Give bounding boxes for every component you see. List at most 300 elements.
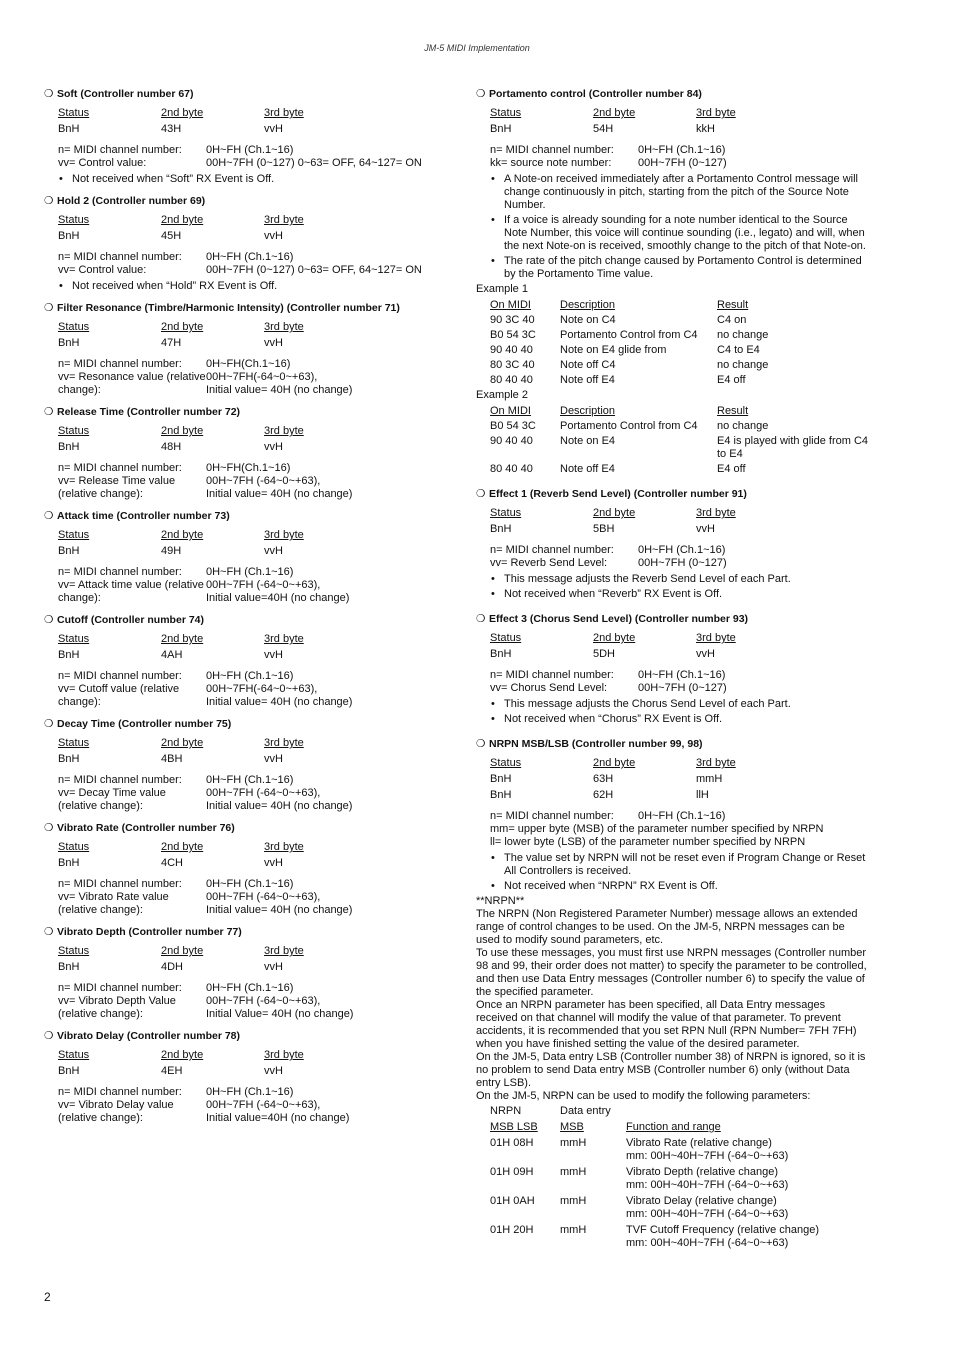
byte-cell: BnH xyxy=(58,857,80,869)
definitions xyxy=(58,566,444,605)
controller-section xyxy=(476,738,868,1250)
page-number: 2 xyxy=(44,1290,51,1304)
definitions xyxy=(58,144,444,170)
example-cell: E4 is played with glide from C4 to E4 xyxy=(717,435,869,460)
column-header: Status xyxy=(58,945,90,957)
example-label: Example 2 xyxy=(476,389,528,401)
example-row xyxy=(490,359,868,372)
circle-bullet-icon: ❍ xyxy=(476,488,486,500)
controller-section xyxy=(44,822,444,917)
circle-bullet-icon: ❍ xyxy=(44,718,54,730)
nrpn-param-row xyxy=(490,1166,868,1192)
column-header: Status xyxy=(58,214,90,226)
definitions xyxy=(58,774,444,813)
byte-cell: 49H xyxy=(161,545,182,557)
controller-section xyxy=(44,88,444,186)
column-header: 2nd byte xyxy=(161,633,204,645)
byte-cell: vvH xyxy=(264,441,283,453)
example-cell: no change xyxy=(717,359,769,371)
definition-value: 0H~FH (Ch.1~16) xyxy=(206,566,294,578)
definition-row xyxy=(58,371,444,397)
definition-value: 00H~7FH (-64~0~+63), Initial value= 40H (no change) xyxy=(206,787,353,812)
definitions xyxy=(490,144,868,170)
definition-row xyxy=(58,774,444,787)
note-item: • A Note-on received immediately after a Portamento Control message will change continuously in pitch, starting from the pitch of the Source Note Number. xyxy=(490,173,868,212)
definition-value: 0H~FH (Ch.1~16) xyxy=(206,251,294,263)
example-cell: Portamento Control from C4 xyxy=(560,329,698,341)
definition-row xyxy=(490,157,868,170)
section-title xyxy=(44,88,444,101)
definitions xyxy=(58,670,444,709)
definition-row xyxy=(58,144,444,157)
byte-cell: vvH xyxy=(264,1065,283,1077)
circle-bullet-icon: ❍ xyxy=(44,822,54,834)
column-header: 3rd byte xyxy=(264,107,304,119)
byte-table xyxy=(58,321,444,350)
definition-row xyxy=(58,982,444,995)
definition-term: vv= Chorus Send Level: xyxy=(490,682,608,694)
definition-term: vv= Control value: xyxy=(58,157,147,169)
section-title xyxy=(44,510,444,523)
section-title-text: Attack time (Controller number 73) xyxy=(57,510,230,522)
column-header: 3rd byte xyxy=(264,529,304,541)
definition-value: 00H~7FH (-64~0~+63), Initial value=40H (no change) xyxy=(206,1099,350,1124)
byte-cell: 4CH xyxy=(161,857,184,869)
definition-term: vv= Release Time value (relative change): xyxy=(58,475,176,500)
notes-list xyxy=(58,173,444,186)
nrpn-param-row xyxy=(490,1137,868,1163)
controller-section xyxy=(476,488,868,601)
definitions xyxy=(490,669,868,695)
definition-row xyxy=(58,264,444,277)
byte-cell: BnH xyxy=(490,648,512,660)
definition-value: 00H~7FH (-64~0~+63), Initial value= 40H (no change) xyxy=(206,475,353,500)
section-title-text: Portamento control (Controller number 84) xyxy=(489,88,702,100)
definition-value: 0H~FH (Ch.1~16) xyxy=(638,669,726,681)
column-header: Status xyxy=(58,321,90,333)
byte-table xyxy=(58,841,444,870)
controller-section xyxy=(44,406,444,501)
definition-value: 00H~7FH (0~127) xyxy=(638,157,727,169)
definition-term: n= MIDI channel number: xyxy=(58,1086,182,1098)
controller-section xyxy=(44,510,444,605)
column-header: 3rd byte xyxy=(696,632,736,644)
example-cell: Note on E4 glide from xyxy=(560,344,667,356)
column-header: Function and range xyxy=(626,1121,721,1133)
example-row xyxy=(490,344,868,357)
nrpn-param-header xyxy=(490,1121,868,1134)
example-row xyxy=(490,329,868,342)
controller-section xyxy=(44,614,444,709)
column-header: Status xyxy=(58,425,90,437)
byte-table-row xyxy=(58,545,444,558)
column-header: 2nd byte xyxy=(161,841,204,853)
byte-table-row xyxy=(58,857,444,870)
column-header: Status xyxy=(490,632,522,644)
column-header: Status xyxy=(490,107,522,119)
example-cell: Note on C4 xyxy=(560,314,616,326)
controller-section xyxy=(44,302,444,397)
definition-value: 00H~7FH (0~127) 0~63= OFF, 64~127= ON xyxy=(206,264,422,276)
definition-term: kk= source note number: xyxy=(490,157,612,169)
definition-row xyxy=(58,891,444,917)
definition-value: 0H~FH(Ch.1~16) xyxy=(206,462,291,474)
byte-cell: BnH xyxy=(58,649,80,661)
column-header: Status xyxy=(58,841,90,853)
note-item: • The value set by NRPN will not be reset even if Program Change or Reset All Controllers is received. xyxy=(490,852,868,878)
page-header: JM-5 MIDI Implementation xyxy=(424,43,530,53)
circle-bullet-icon: ❍ xyxy=(476,613,486,625)
note-item: • If a voice is already sounding for a note number identical to the Source Note Number, this voice will continue sounding (i.e., legato) and will, when the next Note-on is received, smoothly change to the pitch of that Note-on. xyxy=(490,214,868,253)
definition-value: 0H~FH (Ch.1~16) xyxy=(206,1086,294,1098)
definition-value: 00H~7FH(-64~0~+63), Initial value= 40H (no change) xyxy=(206,683,353,708)
definition-term: vv= Cutoff value (relative change): xyxy=(58,683,180,708)
definition-value: 0H~FH (Ch.1~16) xyxy=(206,982,294,994)
nrpn-group-header xyxy=(490,1105,868,1118)
nrpn-paragraph: **NRPN** xyxy=(476,895,525,907)
byte-cell: vvH xyxy=(264,230,283,242)
definition-value: 00H~7FH (0~127) xyxy=(638,557,727,569)
notes-list xyxy=(490,698,868,726)
column-header: Description xyxy=(560,299,616,311)
byte-cell: kkH xyxy=(696,123,715,135)
section-title xyxy=(44,1030,444,1043)
byte-table-row xyxy=(58,123,444,136)
column-header: 2nd byte xyxy=(161,1049,204,1061)
byte-cell: vvH xyxy=(696,648,715,660)
definition-row xyxy=(58,475,444,501)
byte-table xyxy=(58,425,444,454)
controller-section xyxy=(476,88,868,476)
byte-table-row xyxy=(490,523,868,536)
group-header: NRPN xyxy=(490,1105,522,1117)
definition-value: 0H~FH (Ch.1~16) xyxy=(638,810,726,822)
byte-table-header xyxy=(58,945,444,958)
example-header xyxy=(490,299,868,312)
column-header: Status xyxy=(58,1049,90,1061)
param-cell: Vibrato Depth (relative change) mm: 00H~40H~7FH (-64~0~+63) xyxy=(626,1166,789,1191)
section-title-text: Cutoff (Controller number 74) xyxy=(57,614,204,626)
byte-table-row xyxy=(490,648,868,661)
column-header: Result xyxy=(717,405,749,417)
example-row xyxy=(490,463,868,476)
note-item: • Not received when “Soft” RX Event is Off. xyxy=(58,173,444,186)
column-header: 3rd byte xyxy=(696,507,736,519)
byte-table-header xyxy=(490,507,868,520)
section-title-text: Soft (Controller number 67) xyxy=(57,88,194,100)
definition-value: 0H~FH (Ch.1~16) xyxy=(206,670,294,682)
notes-list xyxy=(58,280,444,293)
section-title xyxy=(44,406,444,419)
byte-table-header xyxy=(490,757,868,770)
section-title xyxy=(476,738,868,751)
note-item: • Not received when “NRPN” RX Event is Off. xyxy=(490,880,868,893)
example-cell: B0 54 3C xyxy=(490,420,536,432)
definitions xyxy=(58,982,444,1021)
param-cell: 01H 09H xyxy=(490,1166,534,1178)
group-header: Data entry xyxy=(560,1105,611,1117)
byte-cell: vvH xyxy=(696,523,715,535)
column-header: 2nd byte xyxy=(593,757,636,769)
circle-bullet-icon: ❍ xyxy=(44,195,54,207)
nrpn-paragraph: Once an NRPN parameter has been specified, all Data Entry messages received on that channel will modify the value of that parameter. To prevent accidents, it is recommended that you set RPN Null (RPN Number= 7FH 7FH) when you have finished setting the value of the desired parameter. xyxy=(476,999,857,1050)
param-cell: 01H 0AH xyxy=(490,1195,535,1207)
byte-table xyxy=(58,633,444,662)
circle-bullet-icon: ❍ xyxy=(44,926,54,938)
section-title-text: Release Time (Controller number 72) xyxy=(57,406,241,418)
byte-table xyxy=(58,529,444,558)
definition-value: 00H~7FH (-64~0~+63), Initial value=40H (no change) xyxy=(206,579,350,604)
byte-cell: BnH xyxy=(58,337,80,349)
byte-table xyxy=(490,507,868,536)
byte-cell: 5DH xyxy=(593,648,616,660)
byte-cell: vvH xyxy=(264,337,283,349)
circle-bullet-icon: ❍ xyxy=(476,88,486,100)
example-cell: no change xyxy=(717,329,769,341)
param-cell: TVF Cutoff Frequency (relative change) mm: 00H~40H~7FH (-64~0~+63) xyxy=(626,1224,819,1249)
byte-table-row xyxy=(490,773,868,786)
byte-table-header xyxy=(58,107,444,120)
definition-row xyxy=(58,358,444,371)
definition-row xyxy=(58,787,444,813)
example-cell: 90 3C 40 xyxy=(490,314,535,326)
definitions xyxy=(58,878,444,917)
definition-row xyxy=(58,995,444,1021)
definition-term: vv= Vibrato Depth Value (relative change): xyxy=(58,995,176,1020)
column-header: Status xyxy=(490,757,522,769)
example-row xyxy=(490,435,868,461)
section-title-text: Effect 3 (Chorus Send Level) (Controller number 93) xyxy=(489,613,749,625)
definition-row xyxy=(490,682,868,695)
byte-table xyxy=(58,214,444,243)
definition-term: n= MIDI channel number: xyxy=(490,810,614,822)
example-cell: Note off E4 xyxy=(560,374,615,386)
definition-term: n= MIDI channel number: xyxy=(58,878,182,890)
definition-term: vv= Resonance value (relative change): xyxy=(58,371,206,396)
definition-row xyxy=(490,544,868,557)
definition-value: 0H~FH (Ch.1~16) xyxy=(206,774,294,786)
column-header: MSB LSB xyxy=(490,1121,538,1133)
definition-term: vv= Vibrato Rate value (relative change): xyxy=(58,891,169,916)
byte-cell: BnH xyxy=(490,123,512,135)
definition-row xyxy=(490,669,868,682)
definition-term: n= MIDI channel number: xyxy=(490,144,614,156)
byte-cell: BnH xyxy=(58,123,80,135)
notes-list xyxy=(490,852,868,893)
byte-cell: BnH xyxy=(58,230,80,242)
example-table xyxy=(490,299,868,387)
section-title xyxy=(44,822,444,835)
example-label: Example 1 xyxy=(476,283,528,295)
column-header: Result xyxy=(717,299,749,311)
column-header: 2nd byte xyxy=(593,507,636,519)
section-title xyxy=(476,488,868,501)
column-header: 3rd byte xyxy=(264,1049,304,1061)
circle-bullet-icon: ❍ xyxy=(44,614,54,626)
section-title xyxy=(476,88,868,101)
note-item: • Not received when “Chorus” RX Event is Off. xyxy=(490,713,868,726)
definition-value: 0H~FH (Ch.1~16) xyxy=(206,878,294,890)
example-cell: C4 to E4 xyxy=(717,344,760,356)
circle-bullet-icon: ❍ xyxy=(44,510,54,522)
column-header: Status xyxy=(58,107,90,119)
column-header: Status xyxy=(58,633,90,645)
column-header: Status xyxy=(58,529,90,541)
byte-table-header xyxy=(58,214,444,227)
section-title xyxy=(44,614,444,627)
circle-bullet-icon: ❍ xyxy=(44,406,54,418)
section-title-text: Vibrato Delay (Controller number 78) xyxy=(57,1030,241,1042)
byte-table-row xyxy=(58,649,444,662)
example-row xyxy=(490,314,868,327)
column-header: 3rd byte xyxy=(264,425,304,437)
definition-value: 0H~FH(Ch.1~16) xyxy=(206,358,291,370)
note-item: • This message adjusts the Chorus Send Level of each Part. xyxy=(490,698,868,711)
param-cell: mmH xyxy=(560,1224,587,1236)
example-cell: 90 40 40 xyxy=(490,435,533,447)
definition-row xyxy=(58,1086,444,1099)
byte-table xyxy=(58,107,444,136)
column-header: 2nd byte xyxy=(161,425,204,437)
example-cell: 90 40 40 xyxy=(490,344,533,356)
param-cell: 01H 08H xyxy=(490,1137,534,1149)
controller-section xyxy=(476,613,868,726)
definitions xyxy=(490,544,868,570)
byte-table-header xyxy=(490,632,868,645)
definition-term: n= MIDI channel number: xyxy=(58,774,182,786)
byte-cell: BnH xyxy=(490,773,512,785)
byte-table xyxy=(490,107,868,136)
controller-section xyxy=(44,195,444,293)
param-cell: 01H 20H xyxy=(490,1224,534,1236)
definition-value: 00H~7FH (-64~0~+63), Initial Value= 40H (no change) xyxy=(206,995,354,1020)
column-header: On MIDI xyxy=(490,299,531,311)
definition-row xyxy=(58,157,444,170)
nrpn-paragraph: The NRPN (Non Registered Parameter Number) message allows an extended range of control changes to be used. On the JM-5, NRPN messages can be used to modify sound parameters, etc. xyxy=(476,908,858,946)
section-title xyxy=(476,613,868,626)
note-item: • The rate of the pitch change caused by Portamento Control is determined by the Portamento Time value. xyxy=(490,255,868,281)
definition-term: vv= Attack time value (relative change): xyxy=(58,579,204,604)
nrpn-paragraph: On the JM-5, Data entry LSB (Controller number 38) of NRPN is ignored, so it is no problem to send Data entry MSB (Controller number 6) only (without Data entry LSB). xyxy=(476,1051,866,1089)
section-title xyxy=(44,926,444,939)
byte-cell: mmH xyxy=(696,773,723,785)
byte-table-row xyxy=(58,230,444,243)
column-header: 2nd byte xyxy=(161,214,204,226)
note-item: • Not received when “Reverb” RX Event is Off. xyxy=(490,588,868,601)
byte-table xyxy=(490,632,868,661)
byte-cell: 4AH xyxy=(161,649,183,661)
param-cell: mmH xyxy=(560,1166,587,1178)
definition-row xyxy=(58,462,444,475)
byte-table-header xyxy=(58,321,444,334)
definition-term: n= MIDI channel number: xyxy=(58,358,182,370)
definition-row xyxy=(58,566,444,579)
column-header: 2nd byte xyxy=(593,632,636,644)
example-table xyxy=(490,405,868,476)
column-header: 2nd byte xyxy=(161,321,204,333)
byte-table xyxy=(58,1049,444,1078)
section-title-text: Filter Resonance (Timbre/Harmonic Intensity) (Controller number 71) xyxy=(57,302,400,314)
byte-cell: 4DH xyxy=(161,961,184,973)
definition-row xyxy=(58,878,444,891)
example-cell: 80 40 40 xyxy=(490,374,533,386)
nrpn-paragraph: On the JM-5, NRPN can be used to modify the following parameters: xyxy=(476,1090,811,1102)
byte-table-header xyxy=(58,737,444,750)
definition-row xyxy=(58,579,444,605)
example-row xyxy=(490,420,868,433)
notes-list xyxy=(490,573,868,601)
right-column xyxy=(476,88,868,1259)
byte-cell: BnH xyxy=(58,753,80,765)
byte-cell: 63H xyxy=(593,773,614,785)
column-header: 2nd byte xyxy=(161,529,204,541)
byte-cell: vvH xyxy=(264,857,283,869)
example-header xyxy=(490,405,868,418)
controller-section xyxy=(44,1030,444,1125)
definitions xyxy=(58,358,444,397)
definition-row xyxy=(58,251,444,264)
definition-value: 00H~7FH(-64~0~+63), Initial value= 40H (no change) xyxy=(206,371,353,396)
byte-cell: 43H xyxy=(161,123,182,135)
column-header: 2nd byte xyxy=(593,107,636,119)
byte-table-header xyxy=(490,107,868,120)
example-cell: 80 40 40 xyxy=(490,463,533,475)
byte-cell: vvH xyxy=(264,545,283,557)
definition-value: 00H~7FH (0~127) xyxy=(638,682,727,694)
byte-table-row xyxy=(490,789,868,802)
example-cell: B0 54 3C xyxy=(490,329,536,341)
definition-term: n= MIDI channel number: xyxy=(490,669,614,681)
byte-table xyxy=(490,757,868,802)
left-column xyxy=(44,88,444,1134)
definition-line: mm= upper byte (MSB) of the parameter number specified by NRPN xyxy=(490,823,824,835)
definition-row xyxy=(490,810,868,823)
param-cell: Vibrato Rate (relative change) mm: 00H~40H~7FH (-64~0~+63) xyxy=(626,1137,789,1162)
param-cell: mmH xyxy=(560,1137,587,1149)
column-header: 3rd byte xyxy=(696,757,736,769)
example-cell: E4 off xyxy=(717,374,746,386)
section-title xyxy=(44,195,444,208)
byte-cell: 4BH xyxy=(161,753,183,765)
nrpn-paragraph: To use these messages, you must first use NRPN messages (Controller number 98 and 99, their order does not matter) to specify the parameter to be controlled, and then use Data Entry messages (Controller number 6) to specify the value of the specified parameter. xyxy=(476,947,867,998)
column-header: 2nd byte xyxy=(161,107,204,119)
column-header: 3rd byte xyxy=(264,945,304,957)
column-header: Status xyxy=(490,507,522,519)
definition-row xyxy=(490,144,868,157)
definition-line: ll= lower byte (LSB) of the parameter number specified by NRPN xyxy=(490,836,806,848)
circle-bullet-icon: ❍ xyxy=(44,302,54,314)
definition-row xyxy=(490,557,868,570)
section-title-text: Vibrato Rate (Controller number 76) xyxy=(57,822,235,834)
section-title-text: NRPN MSB/LSB (Controller number 99, 98) xyxy=(489,738,703,750)
definition-term: n= MIDI channel number: xyxy=(490,544,614,556)
byte-cell: 45H xyxy=(161,230,182,242)
definition-value: 0H~FH (Ch.1~16) xyxy=(638,544,726,556)
byte-cell: BnH xyxy=(490,789,512,801)
column-header: MSB xyxy=(560,1121,584,1133)
definitions xyxy=(490,810,868,849)
byte-cell: 54H xyxy=(593,123,614,135)
definition-value: 0H~FH (Ch.1~16) xyxy=(638,144,726,156)
definition-term: n= MIDI channel number: xyxy=(58,982,182,994)
section-title-text: Vibrato Depth (Controller number 77) xyxy=(57,926,242,938)
byte-table-row xyxy=(58,961,444,974)
byte-table-row xyxy=(58,337,444,350)
section-title xyxy=(44,718,444,731)
byte-cell: 48H xyxy=(161,441,182,453)
definition-term: n= MIDI channel number: xyxy=(58,251,182,263)
column-header: 3rd byte xyxy=(264,633,304,645)
